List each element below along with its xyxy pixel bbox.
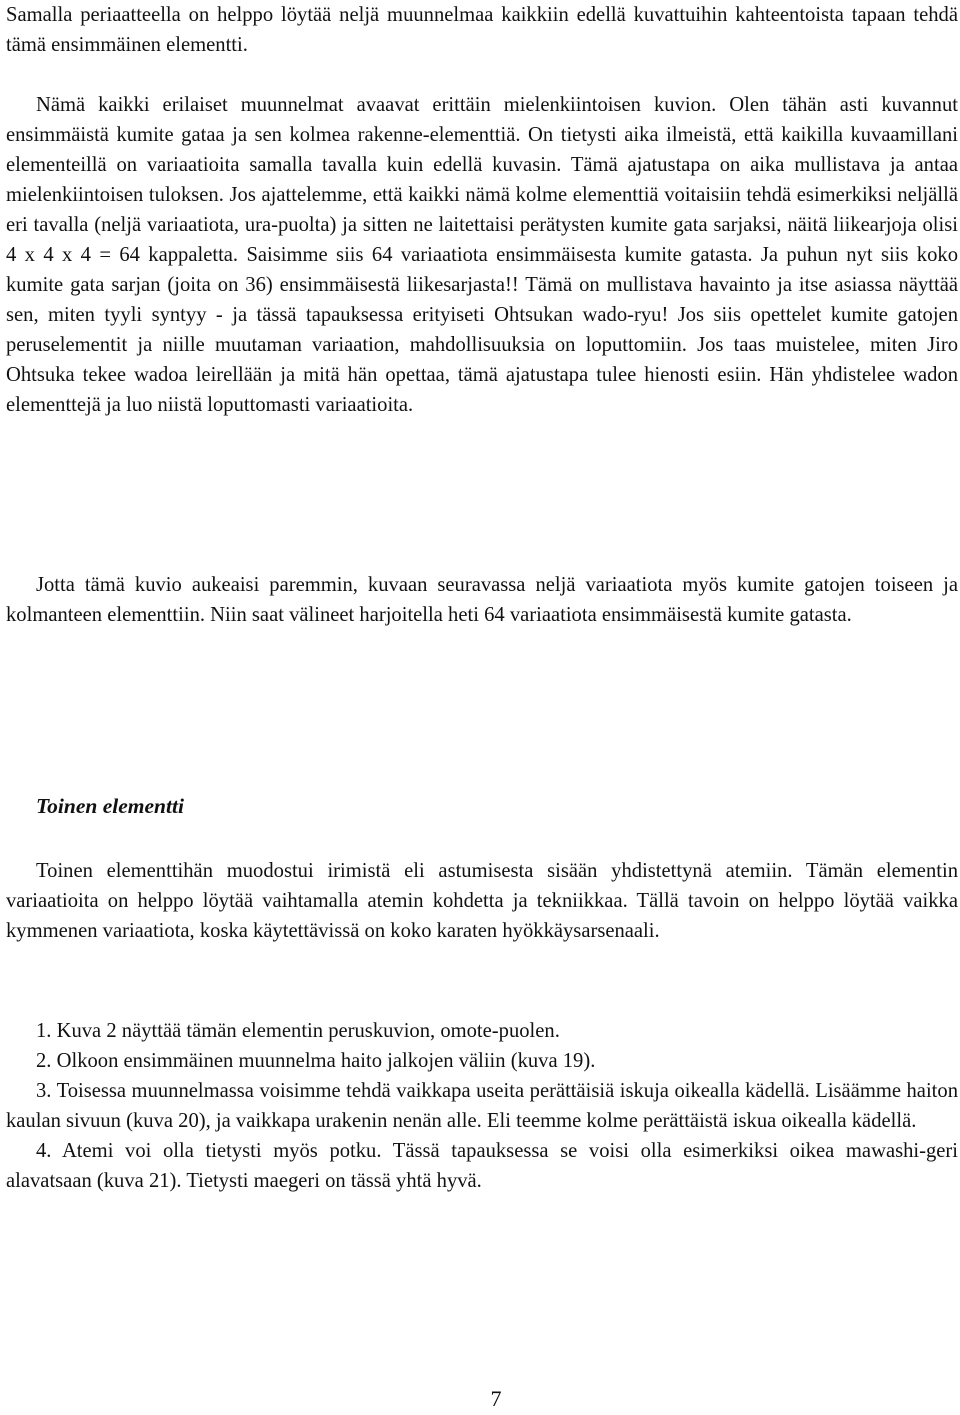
list-item: 4. Atemi voi olla tietysti myös potku. Tässä tapauksessa se voisi olla esimerkiksi oikea mawashi-geri alavatsaan (kuva 21). Tietysti maegeri on tässä yhtä hyvä. [6,1140,958,1192]
list-item: 2. Olkoon ensimmäinen muunnelma haito jalkojen väliin (kuva 19). [36,1050,596,1072]
list-item: 1. Kuva 2 näyttää tämän elementin peruskuvion, omote-puolen. [36,1020,560,1042]
paragraph-intro: Samalla periaatteella on helppo löytää neljä muunnelmaa kaikkiin edellä kuvattuihin kahteentoista tapaan tehdä tämä ensimmäinen elementti. [6,4,958,56]
variation-list [6,1016,958,1196]
section-heading: Toinen elementti [36,794,184,818]
paragraph-second-element: Toinen elementtihän muodostui irimistä eli astumisesta sisään yhdistettynä atemiin. Tämän elementin variaatioita on helppo löytää vaihtamalla atemin kohdetta ja tekniikkaa. Tällä tavoin on helppo löytää vaikka kymmenen variaatiota, koska käytettävissä on koko karaten hyökkäysarsenaali. [6,860,958,942]
list-item: 3. Toisessa muunnelmassa voisimme tehdä vaikkapa useita perättäisiä iskuja oikealla kädellä. Lisäämme haiton kaulan sivuun (kuva 20), ja vaikkapa urakenin nenän alle. Eli teemme kolme perättäistä iskua oikealla kädellä. [6,1080,958,1132]
paragraph-next-elements: Jotta tämä kuvio aukeaisi paremmin, kuvaan seuravassa neljä variaatiota myös kumite gatojen toiseen ja kolmanteen elementtiin. Niin saat välineet harjoitella heti 64 variaatiota ensimmäisestä kumite gatasta. [6,574,958,626]
page-number: 7 [490,1386,502,1411]
paragraph-variations: Nämä kaikki erilaiset muunnelmat avaavat erittäin mielenkiintoisen kuvion. Olen tähän asti kuvannut ensimmäistä kumite gataa ja sen kolmea rakenne-elementtiä. On tietysti aika ilmeistä, että kaikilla kuvaamillani elementeillä on variaatioita samalla tavalla kuin edellä kuvasin. Tämä ajatustapa on aika mullistava ja antaa mielenkiintoisen tuloksen. Jos ajattelemme, että kaikki nämä kolme elementtiä voitaisiin tehdä esimerkiksi neljällä eri tavalla (neljä variaatiota, ura-puolta) ja sitten ne laitettaisi perätysten kumite gata sarjaksi, näitä liikearjoja olisi 4 x 4 x 4 = 64 kappaletta. Saisimme siis 64 variaatiota ensimmäisesta kumite gatasta. Ja puhun nyt siis koko kumite gata sarjan (joita on 36) ensimmäisestä liikesarjasta!! Tämä on mullistava havainto ja itse asiassa näyttää sen, miten tyyli syntyy - ja tässä tapauksessa erityiseti Ohtsukan wado-ryu! Jos siis opettelet kumite gatojen peruselementit ja niille muutaman variaation, mahdollisuuksia on loputtomiin. Jos taas muistelee, miten Jiro Ohtsuka tekee wadoa leirellään ja mitä hän opettaa, tämä ajatustapa tulee hienosti esiin. Hän yhdistelee wadon elementtejä ja luo niistä loputtomasti variaatioita. [6,94,958,416]
